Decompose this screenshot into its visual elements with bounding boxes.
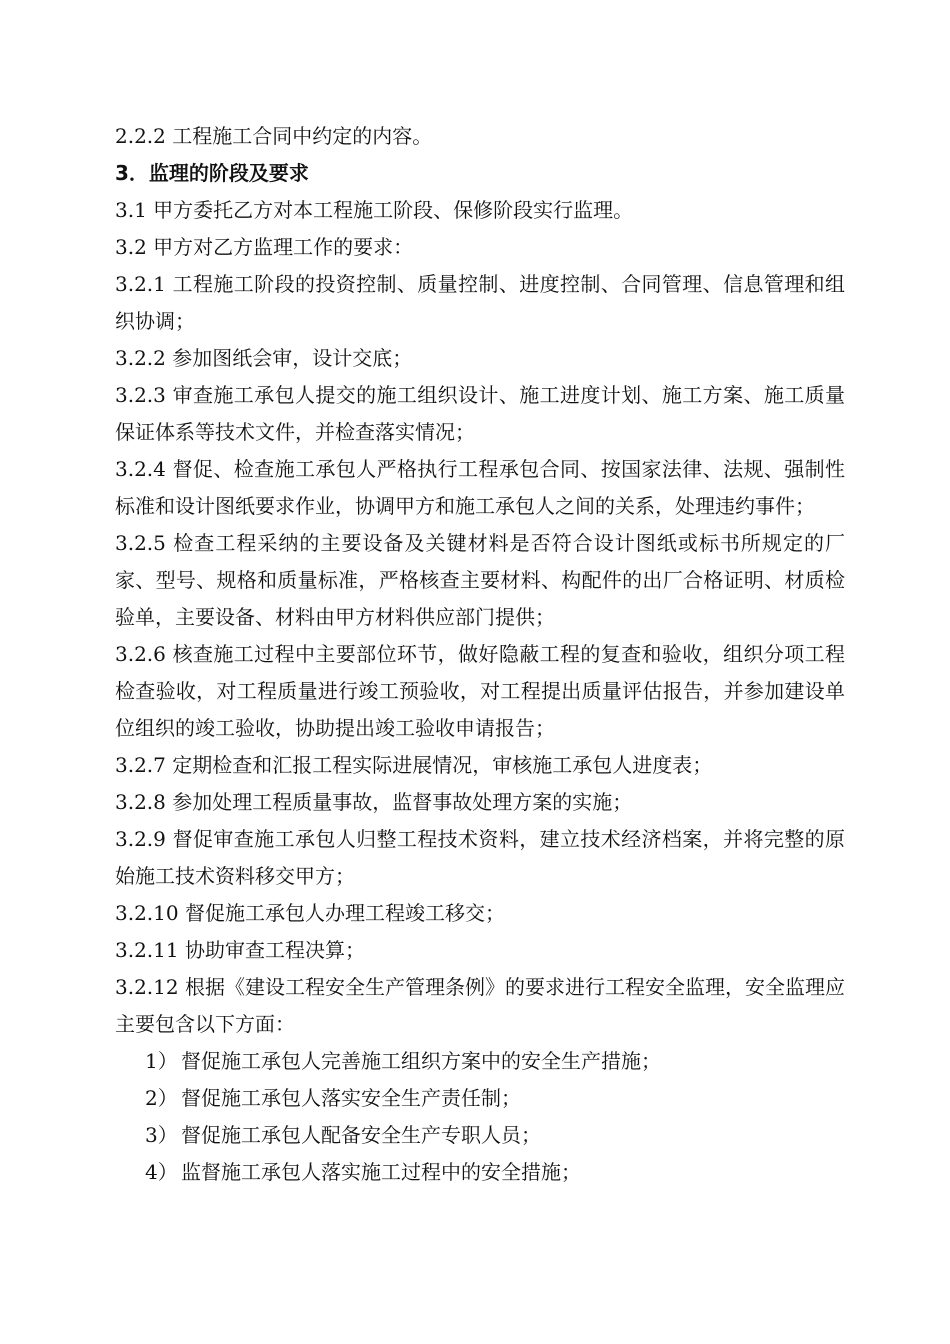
clause-3-2-3: 3.2.3 审查施工承包人提交的施工组织设计、施工进度计划、施工方案、施工质量保证体系等技术文件，并检查落实情况； bbox=[115, 383, 845, 444]
clause-3-2-9: 3.2.9 督促审查施工承包人归整工程技术资料，建立技术经济档案，并将完整的原始施工技术资料移交甲方； bbox=[115, 827, 845, 888]
list-item-text: 督促施工承包人完善施工组织方案中的安全生产措施； bbox=[181, 1049, 661, 1073]
clause-3-2-12: 3.2.12 根据《建设工程安全生产管理条例》的要求进行工程安全监理，安全监理应主要包含以下方面： bbox=[115, 975, 845, 1036]
list-item-number: 2） bbox=[145, 1086, 178, 1110]
list-item bbox=[115, 1043, 845, 1080]
clause-3-2-1: 3.2.1 工程施工阶段的投资控制、质量控制、进度控制、合同管理、信息管理和组织协调； bbox=[115, 272, 845, 333]
list-item-number: 3） bbox=[145, 1123, 178, 1147]
clause-3-2-6: 3.2.6 核查施工过程中主要部位环节，做好隐蔽工程的复查和验收，组织分项工程检查验收，对工程质量进行竣工预验收，对工程提出质量评估报告，并参加建设单位组织的竣工验收，协助提出竣工验收申请报告； bbox=[115, 642, 845, 740]
list-item-number: 1） bbox=[145, 1049, 178, 1073]
list-item bbox=[115, 1080, 845, 1117]
clause-3-2-10: 3.2.10 督促施工承包人办理工程竣工移交； bbox=[115, 901, 505, 925]
document-body bbox=[115, 118, 845, 1191]
section-heading-3: 3．监理的阶段及要求 bbox=[115, 161, 309, 185]
list-item-number: 4） bbox=[145, 1160, 178, 1184]
list-item-text: 监督施工承包人落实施工过程中的安全措施； bbox=[181, 1160, 581, 1184]
list-item-text: 督促施工承包人落实安全生产责任制； bbox=[181, 1086, 521, 1110]
clause-3-2-4: 3.2.4 督促、检查施工承包人严格执行工程承包合同、按国家法律、法规、强制性标准和设计图纸要求作业，协调甲方和施工承包人之间的关系，处理违约事件； bbox=[115, 457, 845, 518]
clause-3-2-8: 3.2.8 参加处理工程质量事故，监督事故处理方案的实施； bbox=[115, 790, 633, 814]
clause-3-2-11: 3.2.11 协助审查工程决算； bbox=[115, 938, 365, 962]
clause-3-1: 3.1 甲方委托乙方对本工程施工阶段、保修阶段实行监理。 bbox=[115, 198, 634, 222]
list-item bbox=[115, 1117, 845, 1154]
list-item bbox=[115, 1154, 845, 1191]
list-item-text: 督促施工承包人配备安全生产专职人员； bbox=[181, 1123, 541, 1147]
clause-3-2: 3.2 甲方对乙方监理工作的要求： bbox=[115, 235, 414, 259]
clause-3-2-2: 3.2.2 参加图纸会审，设计交底； bbox=[115, 346, 413, 370]
clause-2-2-2: 2.2.2 工程施工合同中约定的内容。 bbox=[115, 124, 433, 148]
clause-3-2-7: 3.2.7 定期检查和汇报工程实际进展情况，审核施工承包人进度表； bbox=[115, 753, 713, 777]
clause-3-2-5: 3.2.5 检查工程采纳的主要设备及关键材料是否符合设计图纸或标书所规定的厂家、型号、规格和质量标准，严格核查主要材料、构配件的出厂合格证明、材质检验单，主要设备、材料由甲方材料供应部门提供； bbox=[115, 531, 845, 629]
